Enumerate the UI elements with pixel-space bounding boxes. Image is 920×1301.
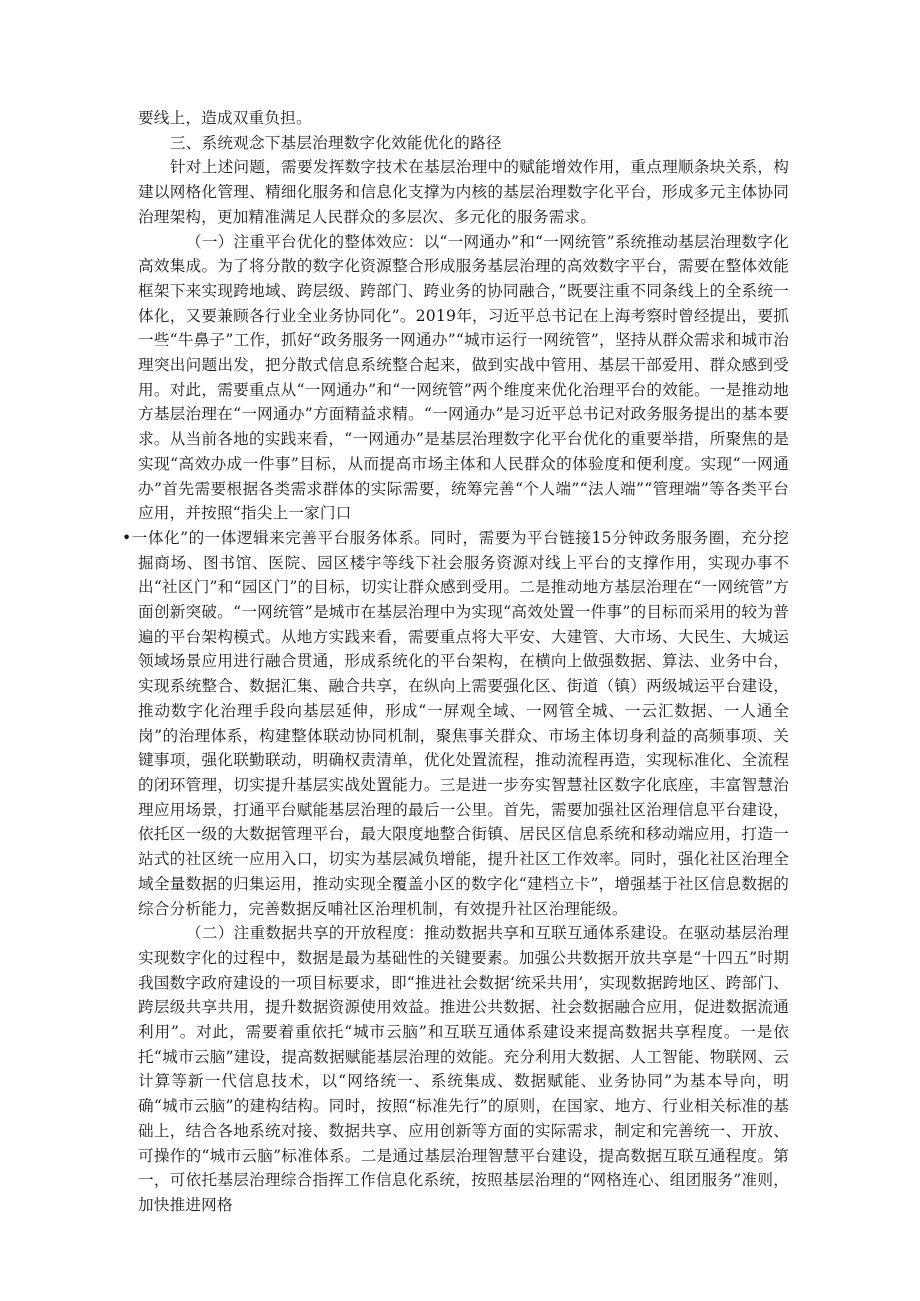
- paragraph-bullet-continuation: •一体化”的一体逻辑来完善平台服务体系。同时，需要为平台链接15分钟政务服务圈，充分挖掘商场、图书馆、医院、园区楼宇等线下社会服务资源对线上平台的支撑作用，实现办事不出“社区门”和“园区门”的目标，切实让群众感到受用。二是推动地方基层治理在“一网统管”方面创新突破。“一网统管”是城市在基层治理中为实现“高效处置一件事”的目标而采用的较为普遍的平台架构模式。从地方实践来看，需要重点将大平安、大建管、大市场、大民生、大城运领域场景应用进行融合贯通，形成系统化的平台架构，在横向上做强数据、算法、业务中台，实现系统整合、数据汇集、融合共享，在纵向上需要强化区、街道（镇）两级城运平台建设，推动数字化治理手段向基层延伸，形成“一屏观全域、一网管全城、一云汇数据、一人通全岗”的治理体系，构建整体联动协同机制，聚焦事关群众、市场主体切身利益的高频事项、关键事项，强化联勤联动，明确权责清单，优化处置流程，推动流程再造，实现标准化、全流程的闭环管理，切实提升基层实战处置能力。三是进一步夯实智慧社区数字化底座，丰富智慧治理应用场景，打通平台赋能基层治理的最后一公里。首先，需要加强社区治理信息平台建设，依托区一级的大数据管理平台，最大限度地整合街镇、居民区信息系统和移动端应用，打造一站式的社区统一应用入口，切实为基层减负增能，提升社区工作效率。同时，强化社区治理全域全量数据的归集运用，推动实现全覆盖小区的数字化“建档立卡”，增强基于社区信息数据的综合分析能力，完善数据反哺社区治理机制，有效提升社区治理能级。: [122, 528, 789, 918]
- document-body: [122, 106, 789, 1218]
- section-heading: 三、系统观念下基层治理数字化效能优化的路径: [170, 133, 502, 152]
- paragraph-subsection-2: （二）注重数据共享的开放程度：推动数据共享和互联互通体系建设。在驱动基层治理实现数字化的过程中，数据是最为基础性的关键要素。加强公共数据开放共享是“十四五”时期我国数字政府建设的一项目标要求，即“推进社会数据‘统采共用’，实现数据跨地区、跨部门、跨层级共享共用，提升数据资源使用效益。推进公共数据、社会数据融合应用，促进数据流通利用”。对此，需要着重依托“城市云脑”和互联互通体系建设来提高数据共享程度。一是依托“城市云脑”建设，提高数据赋能基层治理的效能。充分利用大数据、人工智能、物联网、云计算等新一代信息技术，以“网络统一、系统集成、数据赋能、业务协同”为基本导向，明确“城市云脑”的建构结构。同时，按照“标准先行”的原则，在国家、地方、行业相关标准的基础上，结合各地系统对接、数据共享、应用创新等方面的实际需求，制定和完善统一、开放、可操作的“城市云脑”标准体系。二是通过基层治理智慧平台建设，提高数据互联互通程度。第一，可依托基层治理综合指挥工作信息化系统，按照基层治理的“网格连心、组团服务”准则，加快推进网格: [138, 924, 789, 1214]
- paragraph-intro: 针对上述问题，需要发挥数字技术在基层治理中的赋能增效作用，重点理顺条块关系，构建以网格化管理、精细化服务和信息化支撑为内核的基层治理数字化平台，形成多元主体协同治理架构，更加精准满足人民群众的多层次、多元化的服务需求。: [138, 158, 789, 226]
- paragraph-subsection-1: （一）注重平台优化的整体效应：以“一网通办”和“一网统管”系统推动基层治理数字化高效集成。为了将分散的数字化资源整合形成服务基层治理的高效数字平台，需要在整体效能框架下来实现跨地域、跨层级、跨部门、跨业务的协同融合，”既要注重不同条线上的全系统一体化，又要兼顾各行业全业务协同化”。2019年，习近平总书记在上海考察时曾经提出，要抓一些“牛鼻子”工作，抓好“政务服务一网通办”“城市运行一网统管”，坚持从群众需求和城市治理突出问题出发，把分散式信息系统整合起来，做到实战中管用、基层干部爱用、群众感到受用。对此，需要重点从“一网通办”和“一网统管”两个维度来优化治理平台的效能。一是推动地方基层治理在“一网通办”方面精益求精。“一网通办”是习近平总书记对政务服务提出的基本要求。从当前各地的实践来看，“一网通办”是基层治理数字化平台优化的重要举措，所聚焦的是实现“高效办成一件事”目标，从而提高市场主体和人民群众的体验度和便利度。实现“一网通办”首先需要根据各类需求群体的实际需要，统筹完善“个人端”“法人端”“管理端”等各类平台应用，并按照“指尖上一家门口: [138, 232, 789, 523]
- paragraph-continuation: 要线上，造成双重负担。: [138, 109, 312, 127]
